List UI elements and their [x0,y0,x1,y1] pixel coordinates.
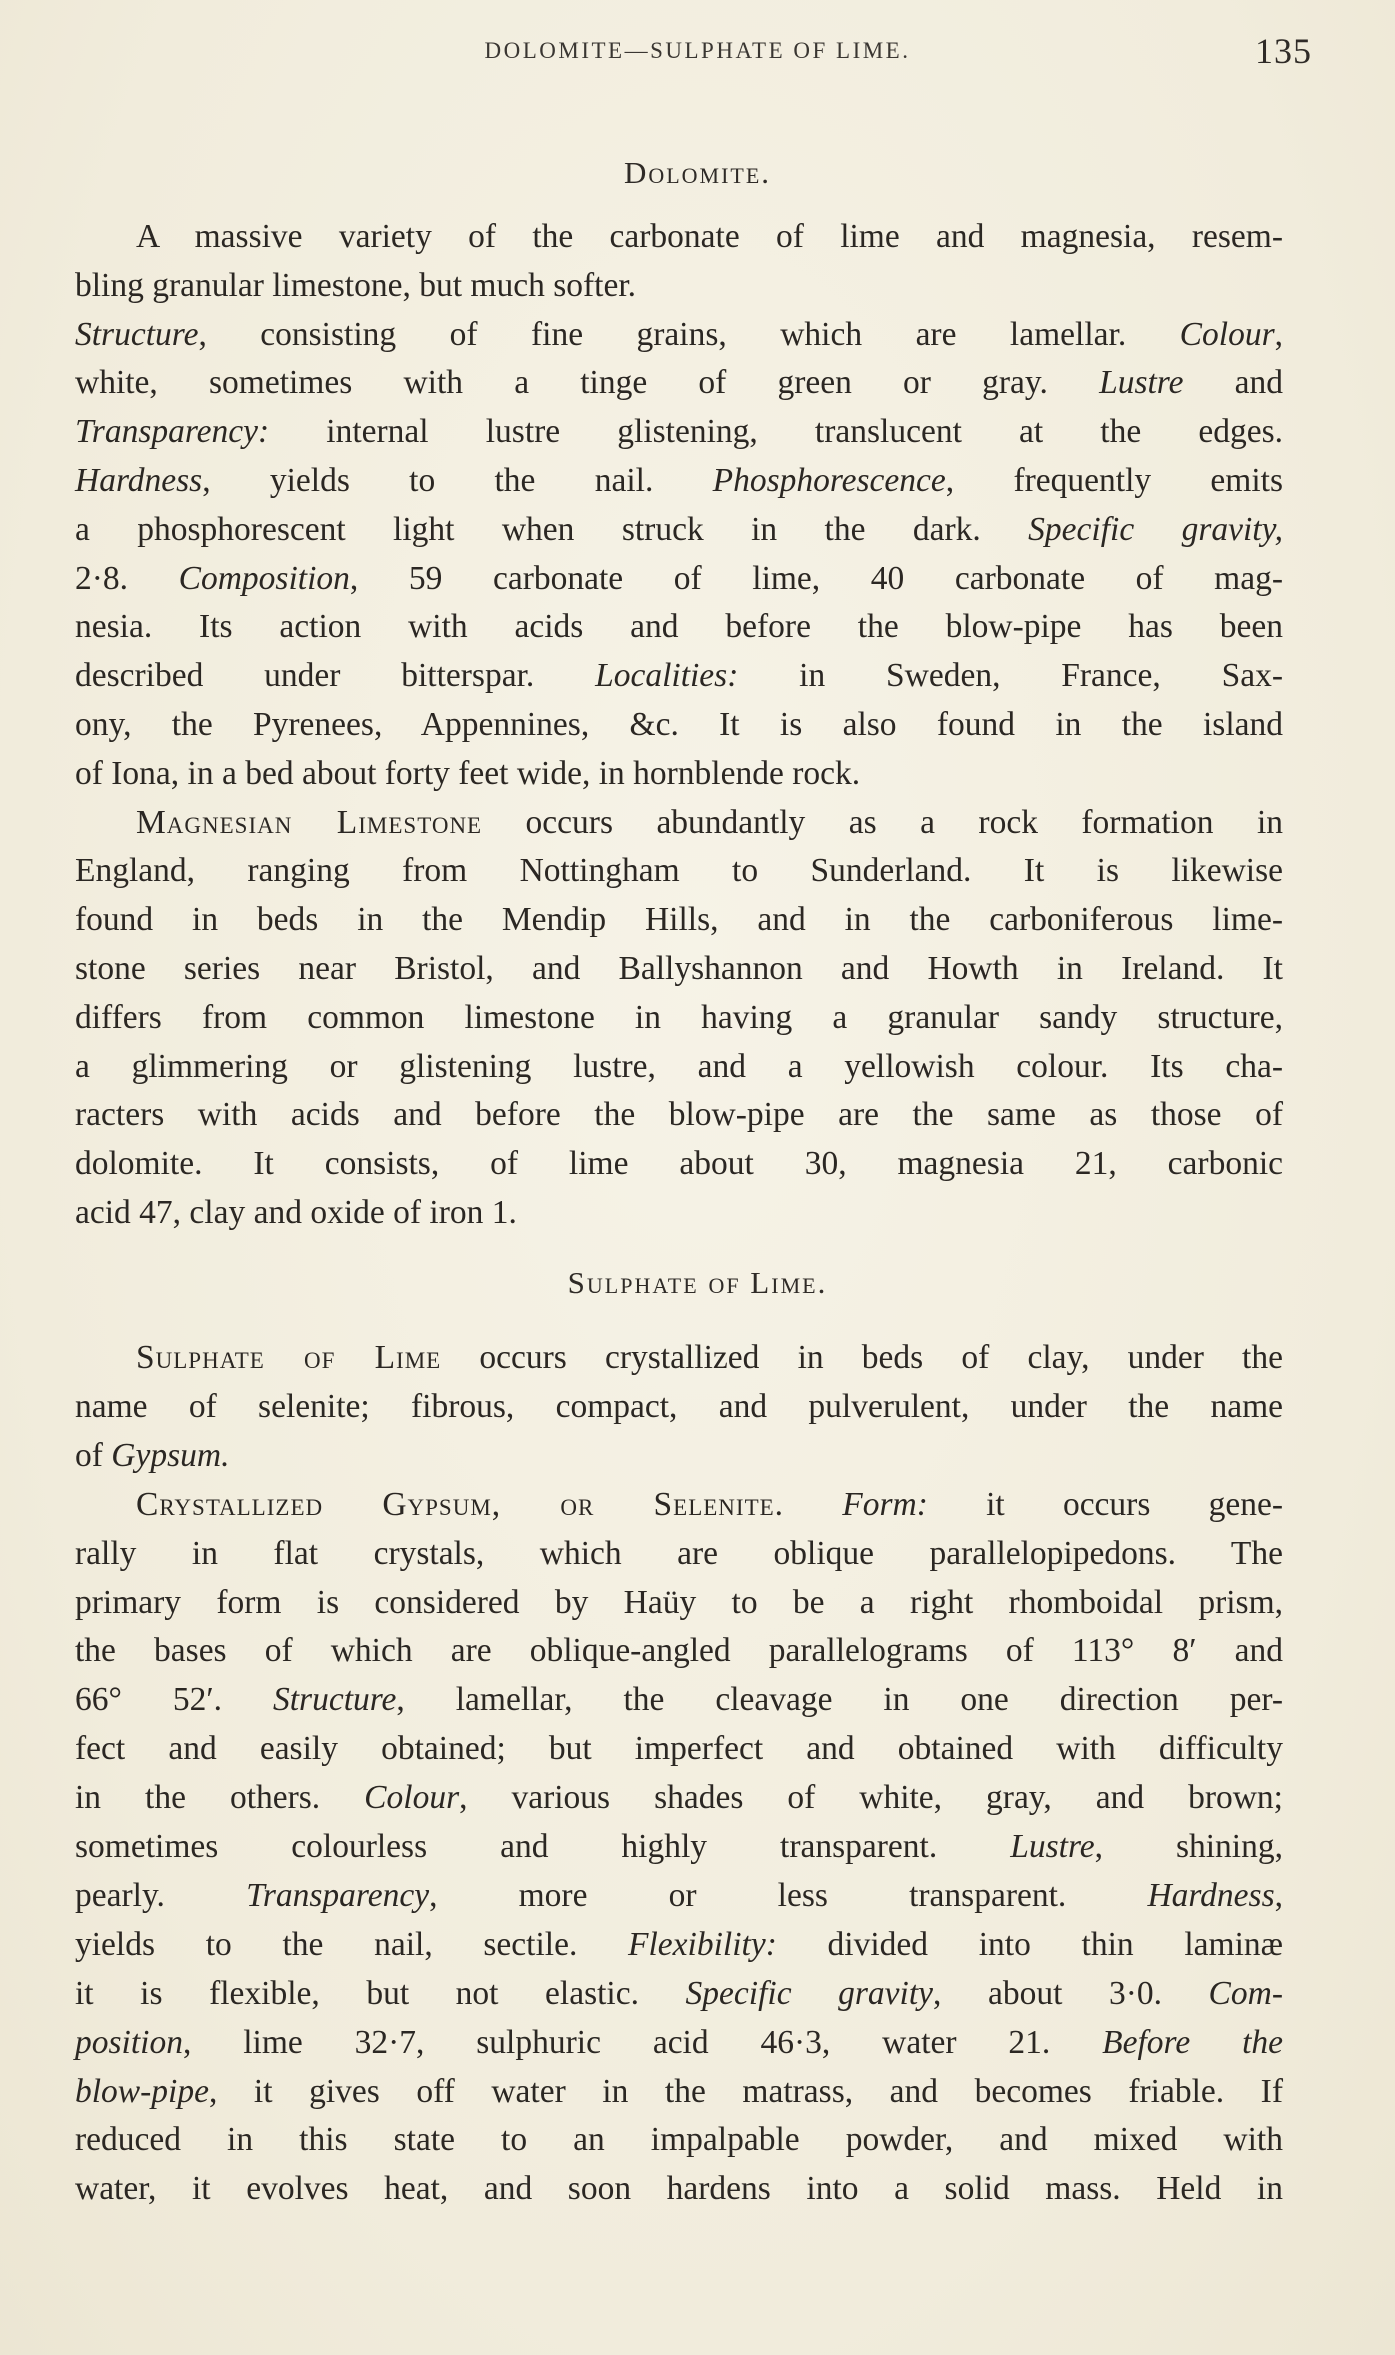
text-run: A massive variety of the carbonate of lime and magnesia, resem- [136,218,1283,255]
text-run: , 59 carbonate of lime, 40 carbonate of mag- [349,559,1284,597]
text-run: , it gives off water in the matrass, and becomes friable. If [208,2072,1283,2110]
text-line [75,1382,1283,1431]
italic-term: Phosphorescence [712,462,946,499]
text-line [75,1139,1283,1188]
text-line [75,1773,1283,1822]
text-run: nesia. Its action with acids and before the blow-pipe has been [75,608,1283,646]
text-run: racters with acids and before the blow-pipe are the same as those of [75,1096,1283,1134]
text-line [75,554,1283,603]
italic-term: Composition [178,559,350,597]
text-line [75,846,1283,895]
italic-term: Colour [364,1779,460,1817]
text-run: yields to the nail, sectile. [75,1925,629,1963]
italic-term: Transparency [246,1876,430,1914]
text-line [136,1333,1283,1382]
italic-term: Specific gravity, [1028,510,1283,548]
text-line [75,1675,1283,1724]
text-line [75,1578,1283,1627]
text-line [136,1480,1283,1529]
text-line [75,1920,1283,1969]
text-line [75,1042,1283,1091]
italic-term: Hardness [1147,1876,1275,1914]
text-run: described under bitterspar. [75,657,596,695]
text-run: sometimes colourless and highly transparent. [75,1828,1011,1865]
text-run: stone series near Bristol, and Ballyshannon and Howth in Ireland. It [75,950,1283,987]
text-run: in Sweden, France, Sax- [738,657,1283,695]
text-run: in the others. [75,1779,365,1817]
text-run: pearly. [75,1876,247,1914]
text-run: bling granular limestone, but much softer. [75,266,637,304]
page-number: 135 [1255,31,1312,71]
section-title-sulphate-of-lime: Sulphate of Lime. [567,1265,828,1300]
text-line [75,505,1283,554]
small-caps-term: Crystallized Gypsum, or Selenite. [136,1485,785,1523]
text-run: water, it evolves heat, and soon hardens into a solid mass. Held in [75,2170,1283,2208]
text-line [75,358,1283,407]
text-run: it occurs gene- [927,1485,1283,1523]
text-run: name of selenite; fibrous, compact, and pulverulent, under the name [75,1387,1283,1425]
text-line [75,944,1283,993]
text-run: of [75,1436,112,1474]
text-run: of Iona, in a bed about forty feet wide, in hornblende rock. [75,754,861,792]
italic-term: Structure [75,315,199,353]
text-line [75,261,1283,310]
text-run: , [1274,315,1283,353]
italic-term: Gypsum. [111,1436,230,1474]
small-caps-term: Magnesian Limestone [136,803,483,841]
italic-term: Form: [842,1485,928,1523]
text-line [75,749,1283,798]
italic-term: Com- [1208,1974,1283,2012]
text-line [75,407,1283,456]
text-run: ony, the Pyrenees, Appennines, &c. It is also found in the island [75,706,1283,743]
text-run: 2·8. [75,559,179,597]
text-run: and [1183,364,1284,402]
italic-term: Before the [1102,2023,1284,2061]
text-run: the bases of which are oblique-angled parallelograms of 113° 8′ and [75,1632,1283,1670]
text-run: , [1274,1876,1283,1914]
text-line [75,1969,1283,2018]
text-run: divided into thin laminæ [776,1925,1283,1963]
italic-term: Hardness [75,462,203,499]
text-run: 66° 52′. [75,1681,273,1719]
text-line [75,651,1283,700]
text-run: it is flexible, but not elastic. [75,1974,686,2012]
text-run [784,1486,842,1523]
italic-term: position [75,2023,183,2061]
text-run: occurs crystallized in beds of clay, under the [441,1339,1283,1376]
text-line [75,1188,1283,1237]
italic-term: Structure [272,1681,397,1719]
text-line [75,456,1283,505]
text-run: a phosphorescent light when struck in the dark. [75,510,1029,548]
text-line [75,993,1283,1042]
small-caps-term: Sulphate of Lime [136,1339,442,1376]
text-run: , yields to the nail. [202,462,713,499]
text-line [75,310,1283,359]
text-run: , lamellar, the cleavage in one direction per- [396,1681,1283,1719]
text-run: reduced in this state to an impalpable powder, and mixed with [75,2121,1283,2159]
text-run: , consisting of fine grains, which are lamellar. [198,315,1180,353]
italic-term: Flexibility: [628,1925,777,1963]
text-run: , about 3·0. [933,1974,1209,2012]
italic-term: Colour [1179,315,1275,353]
italic-term: Specific gravity [685,1974,934,2012]
italic-term: Lustre [1099,364,1184,402]
text-run: , more or less transparent. [429,1876,1148,1914]
text-run: differs from common limestone in having a granular sandy structure, [75,998,1283,1036]
text-run: rally in flat crystals, which are oblique parallelopipedons. The [75,1534,1283,1572]
text-line [136,798,1283,847]
text-line [75,895,1283,944]
text-line [75,2018,1283,2067]
text-line [75,1871,1283,1920]
text-run: dolomite. It consists, of lime about 30, magnesia 21, carbonic [75,1145,1283,1183]
text-run: , various shades of white, gray, and brown; [459,1779,1283,1817]
text-run: , frequently emits [945,462,1283,499]
text-run: occurs abundantly as a rock formation in [482,803,1283,841]
section-title-dolomite: Dolomite. [623,155,772,190]
text-line [75,602,1283,651]
text-line [75,1822,1283,1871]
text-line [75,1626,1283,1675]
text-line [75,1529,1283,1578]
text-run: found in beds in the Mendip Hills, and in the carboniferous lime- [75,901,1283,939]
text-line [75,700,1283,749]
running-head: DOLOMITE—SULPHATE OF LIME. [484,38,911,63]
text-line [75,2115,1283,2164]
text-run: white, sometimes with a tinge of green or gray. [75,364,1100,402]
text-run: , lime 32·7, sulphuric acid 46·3, water 21. [182,2023,1103,2061]
italic-term: Localities: [595,657,739,695]
text-run: a glimmering or glistening lustre, and a yellowish colour. Its cha- [75,1047,1283,1085]
italic-term: Transparency: [75,413,270,451]
text-line [75,2067,1283,2116]
text-line [75,1724,1283,1773]
text-run: primary form is considered by Haüy to be a right rhomboidal prism, [75,1583,1283,1621]
text-run: internal lustre glistening, translucent at the edges. [269,413,1283,451]
text-line [75,1090,1283,1139]
text-line [75,2164,1283,2213]
italic-term: Lustre [1010,1828,1095,1865]
text-run: England, ranging from Nottingham to Sunderland. It is likewise [75,852,1283,890]
text-run: fect and easily obtained; but imperfect and obtained with difficulty [75,1730,1283,1768]
text-run: acid 47, clay and oxide of iron 1. [75,1194,517,1231]
text-line [136,212,1283,261]
italic-term: blow-pipe [75,2072,209,2110]
text-run: , shining, [1094,1828,1283,1865]
text-line [75,1431,1283,1480]
